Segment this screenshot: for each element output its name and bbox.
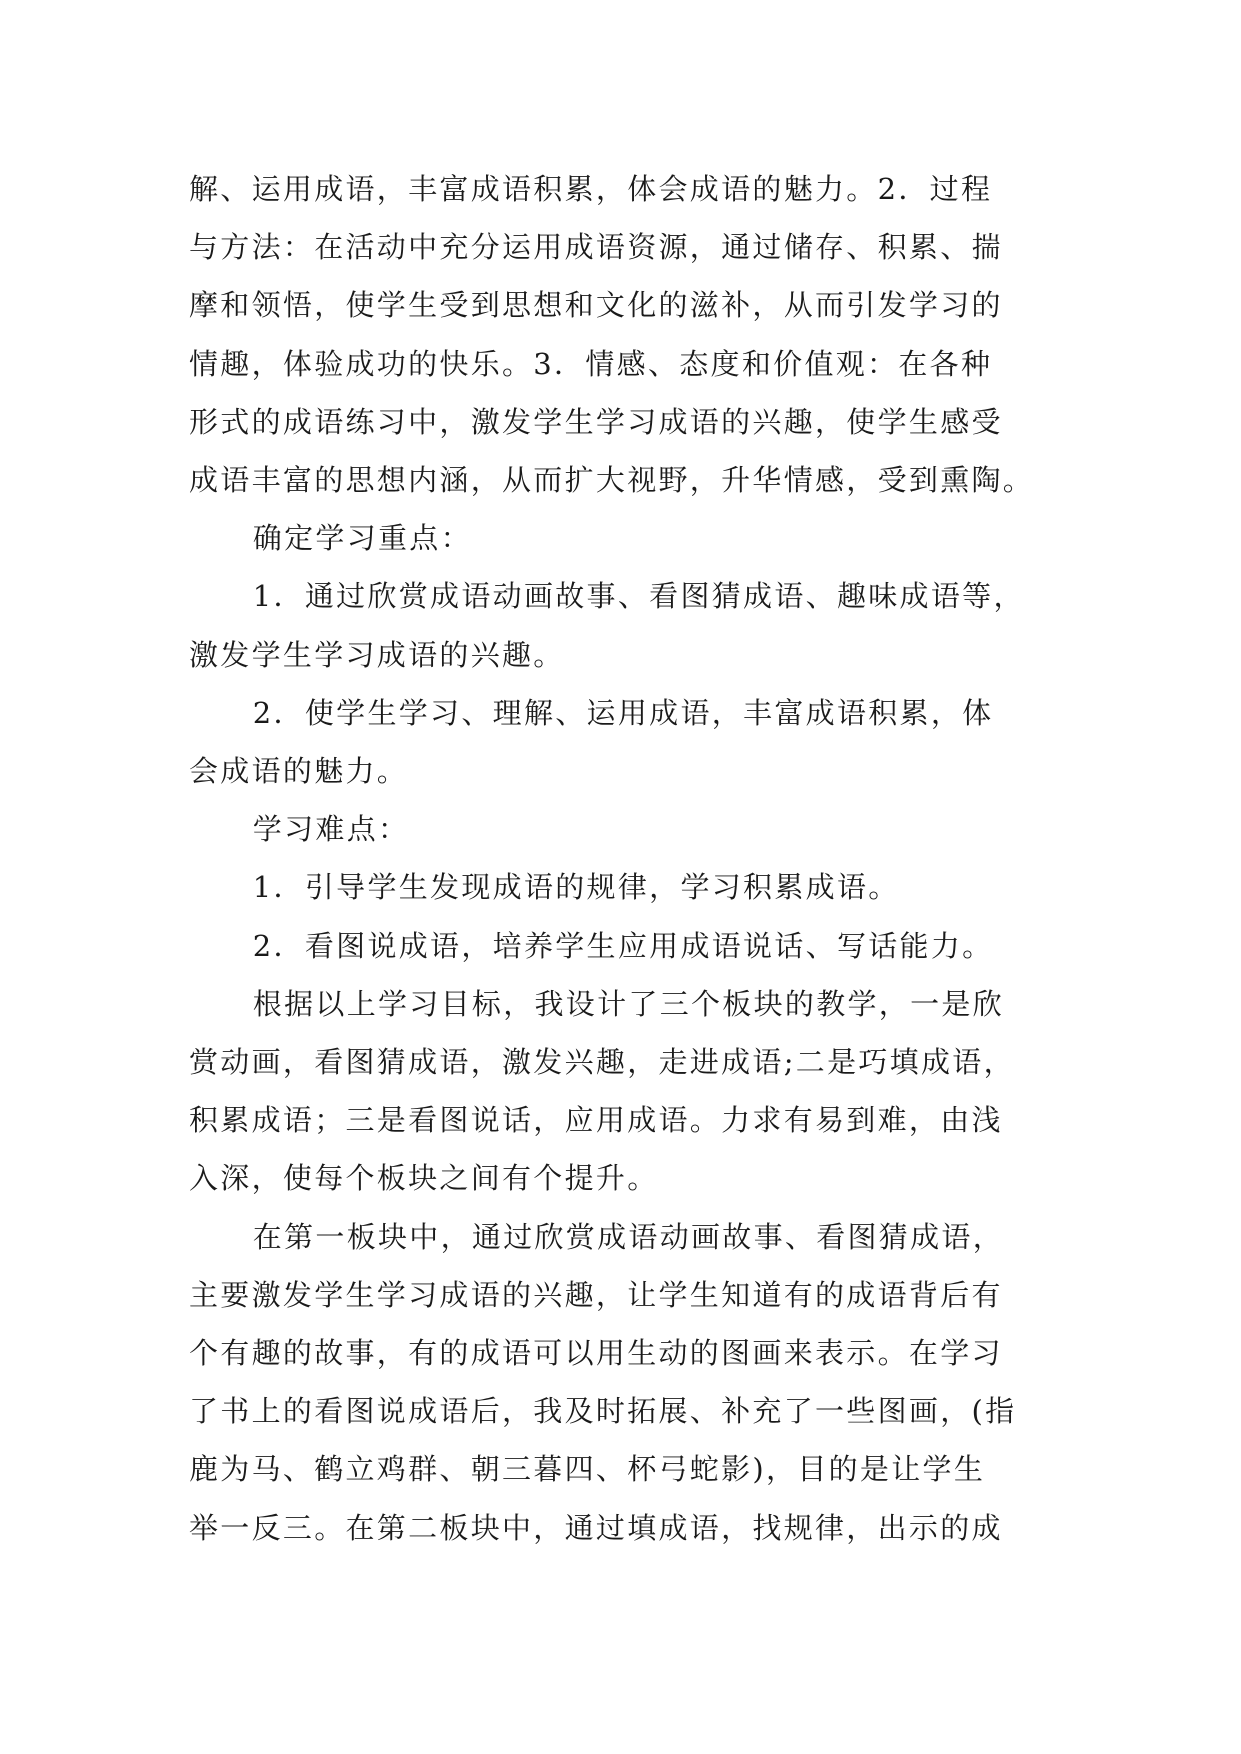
paragraph-design [189, 975, 1049, 1208]
difficulty-1 [189, 858, 1049, 916]
document-body [189, 160, 1049, 1557]
paragraph-objectives [189, 160, 1049, 509]
heading-difficulties [189, 800, 1049, 858]
paragraph-first-block [189, 1208, 1049, 1557]
text-line: 2．看图说成语，培养学生应用成语说话、写话能力。 [252, 928, 994, 963]
text-line: 个有趣的故事，有的成语可以用生动的图画来表示。在学习 [189, 1336, 1003, 1371]
text-line: 激发学生学习成语的兴趣。 [189, 637, 565, 672]
difficulty-2 [189, 917, 1049, 975]
text-line: 鹿为马、鹤立鸡群、朝三暮四、杯弓蛇影)，目的是让学生 [189, 1452, 986, 1487]
text-line: 在第一板块中，通过欣赏成语动画故事、看图猜成语， [252, 1219, 1004, 1254]
text-line: 举一反三。在第二板块中，通过填成语，找规律，出示的成 [189, 1510, 1003, 1545]
text-line: 2．使学生学习、理解、运用成语，丰富成语积累，体 [252, 695, 994, 730]
text-line: 会成语的魅力。 [189, 754, 409, 789]
key-point-1 [189, 567, 1049, 683]
text-line: 成语丰富的思想内涵，从而扩大视野，升华情感，受到熏陶。 [189, 463, 1035, 498]
text-line: 形式的成语练习中，激发学生学习成语的兴趣，使学生感受 [189, 404, 1003, 439]
text-line: 赏动画，看图猜成语，激发兴趣，走进成语;二是巧填成语， [189, 1045, 1015, 1080]
text-line: 1．通过欣赏成语动画故事、看图猜成语、趣味成语等， [252, 579, 1025, 614]
text-line: 根据以上学习目标，我设计了三个板块的教学，一是欣 [252, 986, 1004, 1021]
text-line: 了书上的看图说成语后，我及时拓展、补充了一些图画，(指 [189, 1394, 1017, 1429]
text-line: 情趣，体验成功的快乐。3．情感、态度和价值观：在各种 [189, 346, 993, 381]
text-line: 入深，使每个板块之间有个提升。 [189, 1161, 659, 1196]
text-line: 学习难点： [252, 812, 410, 847]
text-line: 主要激发学生学习成语的兴趣，让学生知道有的成语背后有 [189, 1277, 1003, 1312]
text-line: 解、运用成语，丰富成语积累，体会成语的魅力。2．过程 [189, 172, 993, 206]
text-line: 确定学习重点： [252, 521, 472, 556]
text-line: 积累成语；三是看图说话，应用成语。力求有易到难，由浅 [189, 1103, 1003, 1138]
heading-key-points [189, 509, 1049, 567]
text-line: 与方法：在活动中充分运用成语资源，通过储存、积累、揣 [189, 230, 1003, 265]
text-line: 摩和领悟，使学生受到思想和文化的滋补，从而引发学习的 [189, 288, 1003, 323]
text-line: 1．引导学生发现成语的规律，学习积累成语。 [252, 870, 900, 905]
key-point-2 [189, 684, 1049, 800]
